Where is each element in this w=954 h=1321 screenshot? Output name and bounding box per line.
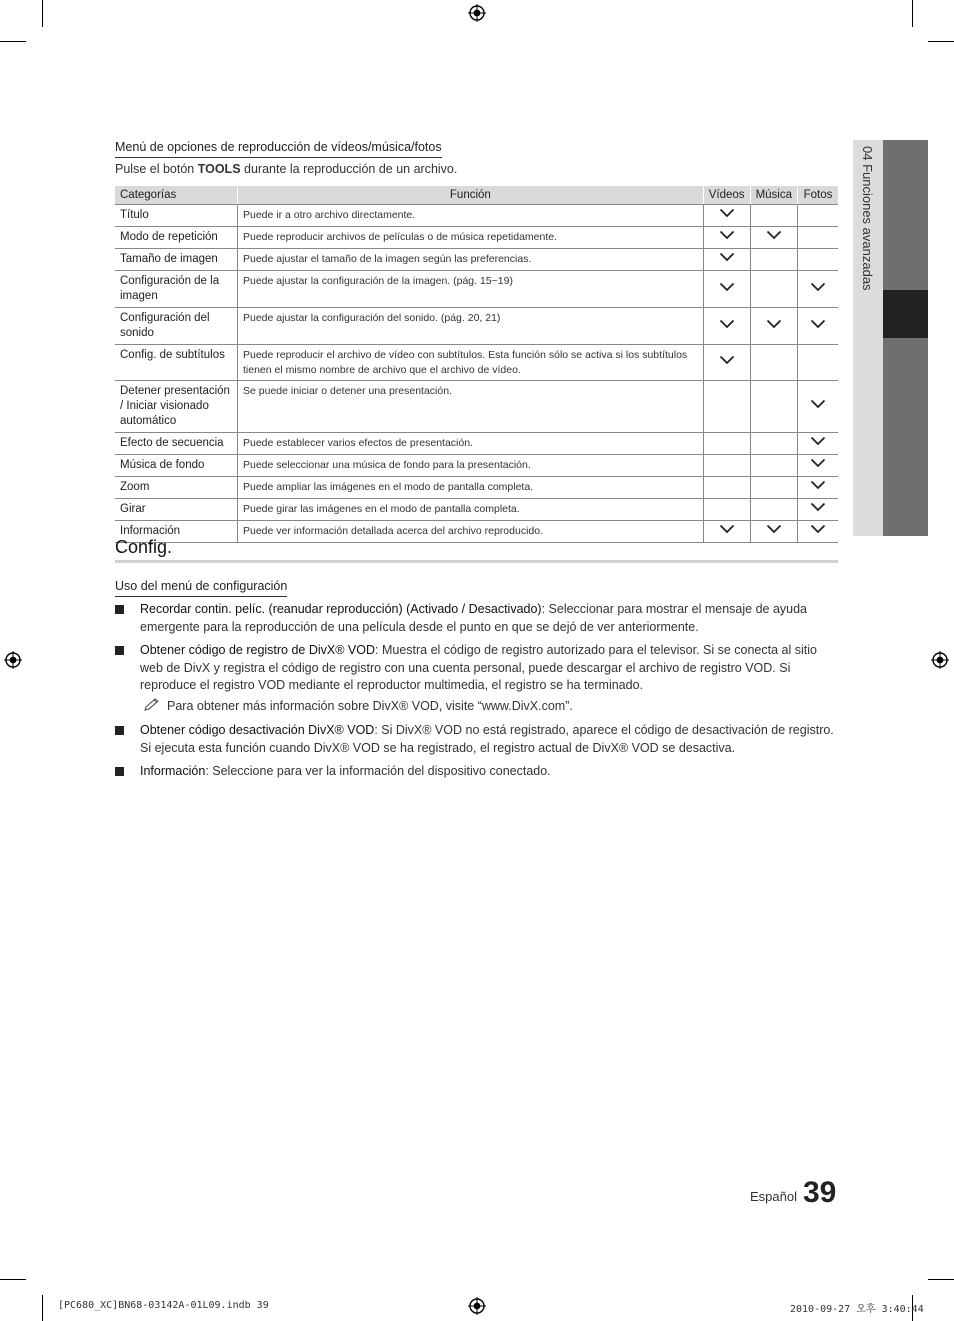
check-mark-icon <box>810 319 826 329</box>
row-videos-cell <box>703 455 750 477</box>
row-category: Zoom <box>115 477 238 499</box>
row-category: Configuración del sonido <box>115 308 238 345</box>
row-function: Puede ajustar la configuración del sonido. (pág. 20, 21) <box>238 308 704 345</box>
crop-mark <box>928 41 954 42</box>
tools-button-label: TOOLS <box>197 162 241 176</box>
table-row <box>115 249 838 271</box>
table-row <box>115 455 838 477</box>
row-videos-cell <box>703 381 750 433</box>
row-category: Título <box>115 205 238 227</box>
crop-mark <box>0 41 26 42</box>
row-music-cell <box>750 308 797 345</box>
registration-mark-icon <box>468 4 486 22</box>
header-photos: Fotos <box>798 186 839 205</box>
row-videos-cell <box>703 521 750 543</box>
row-music-cell <box>750 227 797 249</box>
table-row <box>115 499 838 521</box>
check-mark-icon <box>719 230 735 240</box>
row-function: Puede reproducir archivos de películas o de música repetidamente. <box>238 227 704 249</box>
table-row <box>115 433 838 455</box>
chapter-tab-marker <box>883 290 928 338</box>
footer-language: Español <box>750 1189 797 1204</box>
row-category: Config. de subtítulos <box>115 345 238 381</box>
table-row <box>115 381 838 433</box>
table-header-row <box>115 186 838 205</box>
table-row <box>115 271 838 308</box>
options-table <box>115 186 838 543</box>
config-item-desc: : Seleccionar para mostrar el mensaje de ayuda emergente para la reproducción de una película desde el punto en que se dejó de ver anteriormente. <box>140 602 808 634</box>
row-photos-cell <box>798 381 839 433</box>
check-mark-icon <box>719 282 735 292</box>
config-title-rule <box>115 560 838 563</box>
row-photos-cell <box>798 227 839 249</box>
crop-mark <box>0 1279 26 1280</box>
chapter-tab-band <box>883 140 928 536</box>
row-music-cell <box>750 345 797 381</box>
check-mark-icon <box>719 319 735 329</box>
row-category: Detener presentación / Iniciar visionado automático <box>115 381 238 433</box>
row-videos-cell <box>703 345 750 381</box>
check-mark-icon <box>810 458 826 468</box>
options-section-heading: Menú de opciones de reproducción de vídeos/música/fotos <box>115 140 442 158</box>
options-table-body <box>115 205 838 543</box>
row-videos-cell <box>703 249 750 271</box>
header-function: Función <box>238 186 704 205</box>
crop-mark <box>42 1295 43 1321</box>
row-videos-cell <box>703 433 750 455</box>
table-row <box>115 345 838 381</box>
note-pencil-icon <box>143 698 161 712</box>
page-number: 39 <box>803 1176 837 1209</box>
row-function: Puede girar las imágenes en el modo de pantalla completa. <box>238 499 704 521</box>
table-row <box>115 521 838 543</box>
row-photos-cell <box>798 455 839 477</box>
row-videos-cell <box>703 205 750 227</box>
row-category: Modo de repetición <box>115 227 238 249</box>
square-bullet-icon <box>115 605 124 614</box>
config-item-term: Obtener código de registro de DivX® VOD <box>140 643 376 657</box>
row-function: Puede ir a otro archivo directamente. <box>238 205 704 227</box>
registration-mark-icon <box>931 651 949 669</box>
registration-mark-icon <box>4 651 22 669</box>
intro-prefix: Pulse el botón <box>115 162 198 176</box>
check-mark-icon <box>810 436 826 446</box>
check-mark-icon <box>810 524 826 534</box>
config-item <box>115 722 835 757</box>
row-category: Música de fondo <box>115 455 238 477</box>
registration-mark-icon <box>468 1297 486 1315</box>
row-function: Puede seleccionar una música de fondo para la presentación. <box>238 455 704 477</box>
row-music-cell <box>750 271 797 308</box>
config-item-desc: : Muestra el código de registro autorizado para el televisor. Si se conecta al sitio web de DivX y registra el código de registro con una cuenta personal, puede descargar el archivo de registro VOD. Si reproduce el registro VOD mediante el reproductor multimedia, el registro se ha terminado. <box>140 643 817 692</box>
row-photos-cell <box>798 499 839 521</box>
row-videos-cell <box>703 477 750 499</box>
row-videos-cell <box>703 499 750 521</box>
square-bullet-icon <box>115 767 124 776</box>
check-mark-icon <box>810 480 826 490</box>
table-row <box>115 227 838 249</box>
row-music-cell <box>750 205 797 227</box>
row-photos-cell <box>798 271 839 308</box>
row-videos-cell <box>703 271 750 308</box>
note-text: Para obtener más información sobre DivX® VOD, visite “www.DivX.com”. <box>167 699 573 713</box>
row-music-cell <box>750 249 797 271</box>
config-item-term: Obtener código desactivación DivX® VOD <box>140 723 375 737</box>
row-function: Puede ampliar las imágenes en el modo de pantalla completa. <box>238 477 704 499</box>
divx-note <box>143 698 573 713</box>
table-row <box>115 477 838 499</box>
row-category: Configuración de la imagen <box>115 271 238 308</box>
check-mark-icon <box>719 208 735 218</box>
row-category: Tamaño de imagen <box>115 249 238 271</box>
check-mark-icon <box>766 524 782 534</box>
row-videos-cell <box>703 308 750 345</box>
crop-mark <box>912 0 913 27</box>
square-bullet-icon <box>115 726 124 735</box>
crop-mark <box>42 0 43 27</box>
config-subheading: Uso del menú de configuración <box>115 579 287 597</box>
options-intro <box>115 162 457 176</box>
row-music-cell <box>750 381 797 433</box>
row-function: Puede ver información detallada acerca del archivo reproducido. <box>238 521 704 543</box>
check-mark-icon <box>719 355 735 365</box>
row-photos-cell <box>798 345 839 381</box>
print-slug-file: [PC680_XC]BN68-03142A-01L09.indb 39 <box>58 1300 269 1311</box>
config-item <box>115 763 835 781</box>
header-categories: Categorías <box>115 186 238 205</box>
check-mark-icon <box>810 282 826 292</box>
row-function: Puede ajustar la configuración de la imagen. (pág. 15~19) <box>238 271 704 308</box>
header-music: Música <box>750 186 797 205</box>
table-row <box>115 308 838 345</box>
row-function: Puede reproducir el archivo de vídeo con subtítulos. Esta función sólo se activa si los subtítulos tienen el mismo nombre de archivo que el archivo de vídeo. <box>238 345 704 381</box>
row-photos-cell <box>798 433 839 455</box>
row-music-cell <box>750 521 797 543</box>
check-mark-icon <box>810 399 826 409</box>
config-item-term: Información <box>140 764 206 778</box>
config-section-title: Config. <box>115 537 173 557</box>
check-mark-icon <box>719 252 735 262</box>
chapter-tab-label: 04 Funciones avanzadas <box>860 146 875 291</box>
config-item-desc: : Si DivX® VOD no está registrado, aparece el código de desactivación de registro. Si ejecuta esta función cuando DivX® VOD se ha registrado, el registro actual de DivX® VOD se desactiva. <box>140 723 834 755</box>
row-photos-cell <box>798 521 839 543</box>
row-function: Puede establecer varios efectos de presentación. <box>238 433 704 455</box>
row-photos-cell <box>798 308 839 345</box>
config-item-desc: : Seleccione para ver la información del dispositivo conectado. <box>205 764 551 778</box>
check-mark-icon <box>810 502 826 512</box>
row-photos-cell <box>798 249 839 271</box>
row-music-cell <box>750 433 797 455</box>
row-category: Efecto de secuencia <box>115 433 238 455</box>
config-item <box>115 642 835 695</box>
row-function: Puede ajustar el tamaño de la imagen según las preferencias. <box>238 249 704 271</box>
crop-mark <box>928 1279 954 1280</box>
check-mark-icon <box>719 524 735 534</box>
row-category: Girar <box>115 499 238 521</box>
row-photos-cell <box>798 477 839 499</box>
row-function: Se puede iniciar o detener una presentación. <box>238 381 704 433</box>
header-videos: Vídeos <box>703 186 750 205</box>
row-videos-cell <box>703 227 750 249</box>
config-item-term: Recordar contin. pelíc. (reanudar reproducción) (Activado / Desactivado) <box>140 602 542 616</box>
square-bullet-icon <box>115 646 124 655</box>
row-photos-cell <box>798 205 839 227</box>
row-category: Información <box>115 521 238 543</box>
row-music-cell <box>750 499 797 521</box>
row-music-cell <box>750 477 797 499</box>
print-slug-date: 2010-09-27 오후 3:40:44 <box>790 1304 924 1315</box>
check-mark-icon <box>766 230 782 240</box>
check-mark-icon <box>766 319 782 329</box>
config-item <box>115 601 835 636</box>
intro-suffix: durante la reproducción de un archivo. <box>240 162 458 176</box>
table-row <box>115 205 838 227</box>
row-music-cell <box>750 455 797 477</box>
